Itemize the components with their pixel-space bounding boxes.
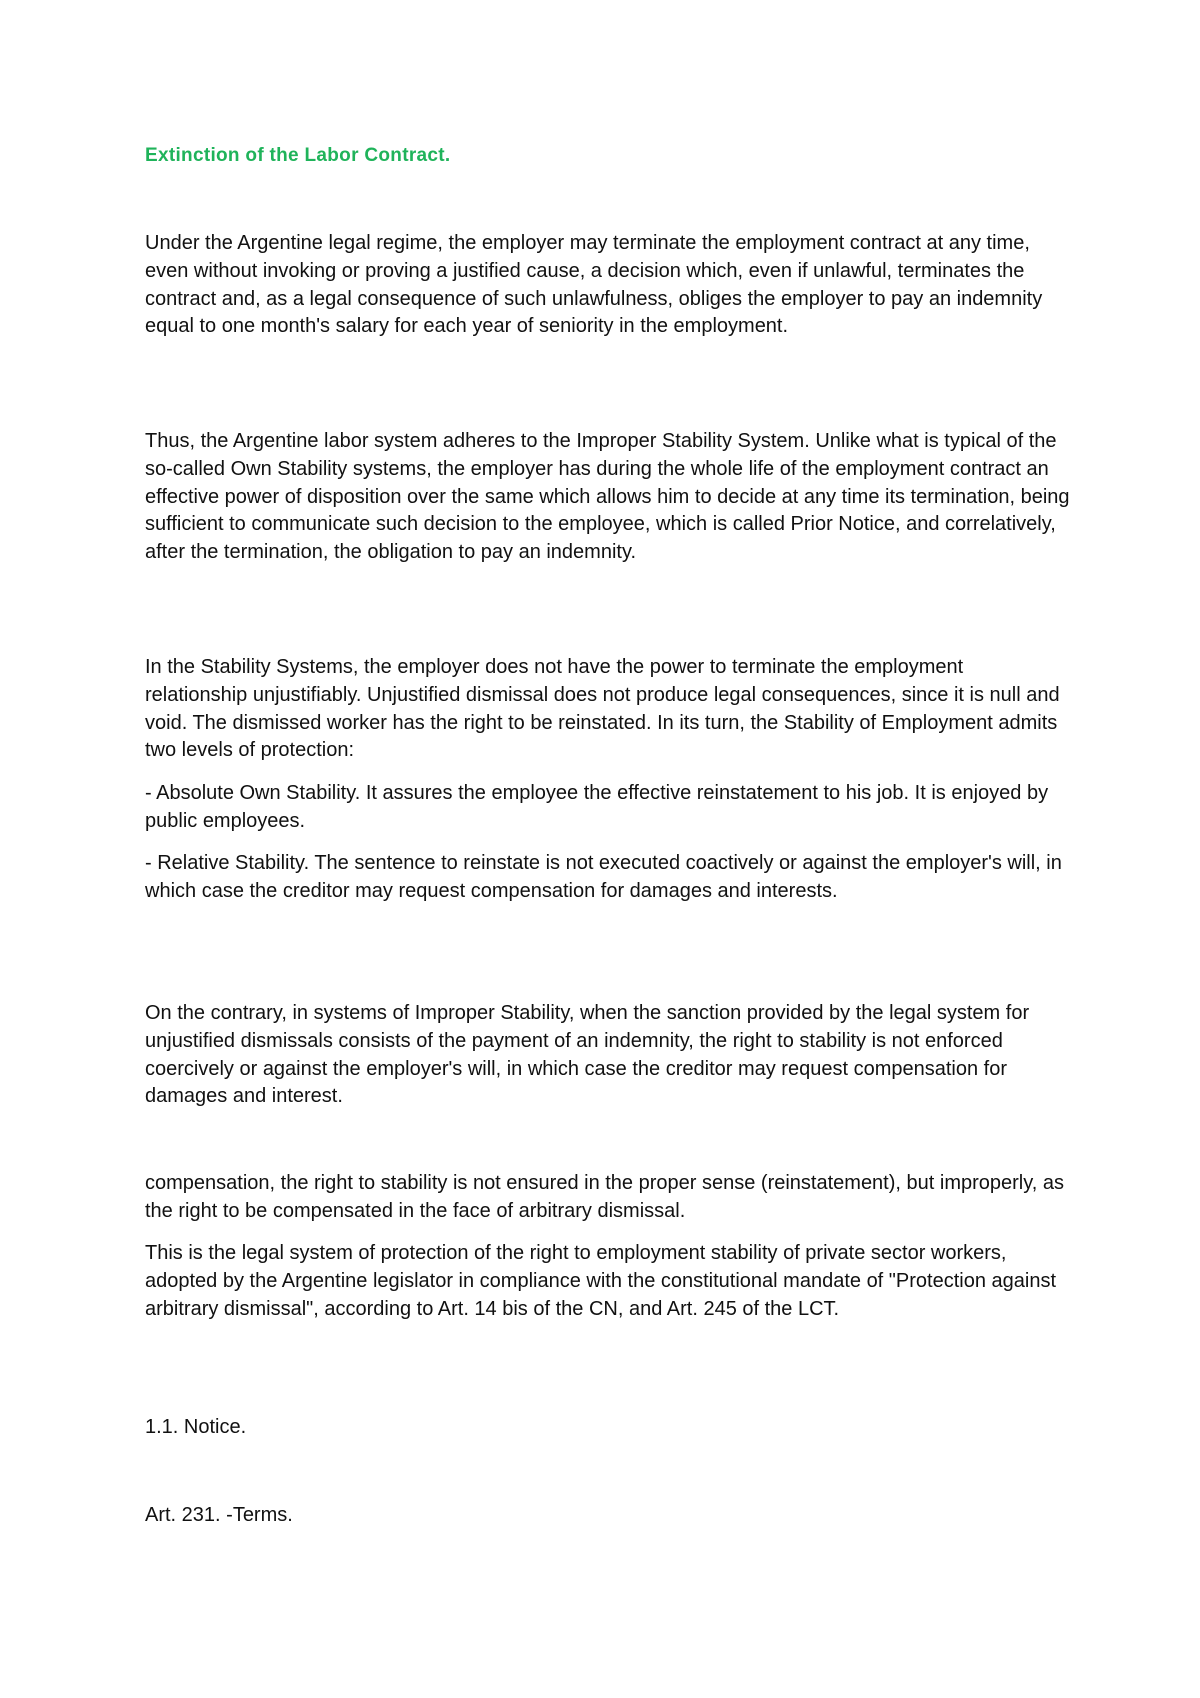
paragraph-termination-regime: Under the Argentine legal regime, the employer may terminate the employment contract at any time, even without invoking or proving a justified cause, a decision which, even if unlawful, terminates the contract and, as a legal consequence of such unlawfulness, obliges the employer to pay an indemnity equal to one month's salary for each year of seniority in the employment. xyxy=(145,232,1043,338)
paragraph-improper-stability: Thus, the Argentine labor system adheres to the Improper Stability System. Unlike what is typical of the so-called Own Stability systems, the employer has during the whole life of the employment contract an effective power of disposition over the same which allows him to decide at any time its termination, being sufficient to communicate such decision to the employee, which is called Prior Notice, and correlatively, after the termination, the obligation to pay an indemnity. xyxy=(145,430,1070,564)
paragraph-on-the-contrary: On the contrary, in systems of Improper Stability, when the sanction provided by the legal system for unjustified dismissals consists of the payment of an indemnity, the right to stability is not enforced coercively or against the employer's will, in which case the creditor may request compensation for damages and interest. xyxy=(145,1002,1030,1108)
paragraph-compensation: compensation, the right to stability is not ensured in the proper sense (reinstatement), but improperly, as the right to be compensated in the face of arbitrary dismissal. xyxy=(145,1172,1064,1222)
paragraph-legal-system: This is the legal system of protection of the right to employment stability of private sector workers, adopted by the Argentine legislator in compliance with the constitutional mandate of "Protection against arbitrary dismissal", according to Art. 14 bis of the CN, and Art. 245 of the LCT. xyxy=(145,1242,1056,1320)
paragraph-stability-systems: In the Stability Systems, the employer does not have the power to terminate the employment relationship unjustifiably. Unjustified dismissal does not produce legal consequences, since it is null and void. The dismissed worker has the right to be reinstated. In its turn, the Stability of Employment admits two levels of protection: xyxy=(145,656,1060,762)
list-item-absolute-stability: - Absolute Own Stability. It assures the employee the effective reinstatement to his job. It is enjoyed by public employees. xyxy=(145,782,1049,832)
section-heading-notice: 1.1. Notice. xyxy=(145,1416,247,1438)
article-heading-terms: Art. 231. -Terms. xyxy=(145,1504,293,1526)
list-item-relative-stability: - Relative Stability. The sentence to reinstate is not executed coactively or against the employer's will, in which case the creditor may request compensation for damages and interests. xyxy=(145,852,1062,902)
document-title: Extinction of the Labor Contract. xyxy=(145,145,451,166)
